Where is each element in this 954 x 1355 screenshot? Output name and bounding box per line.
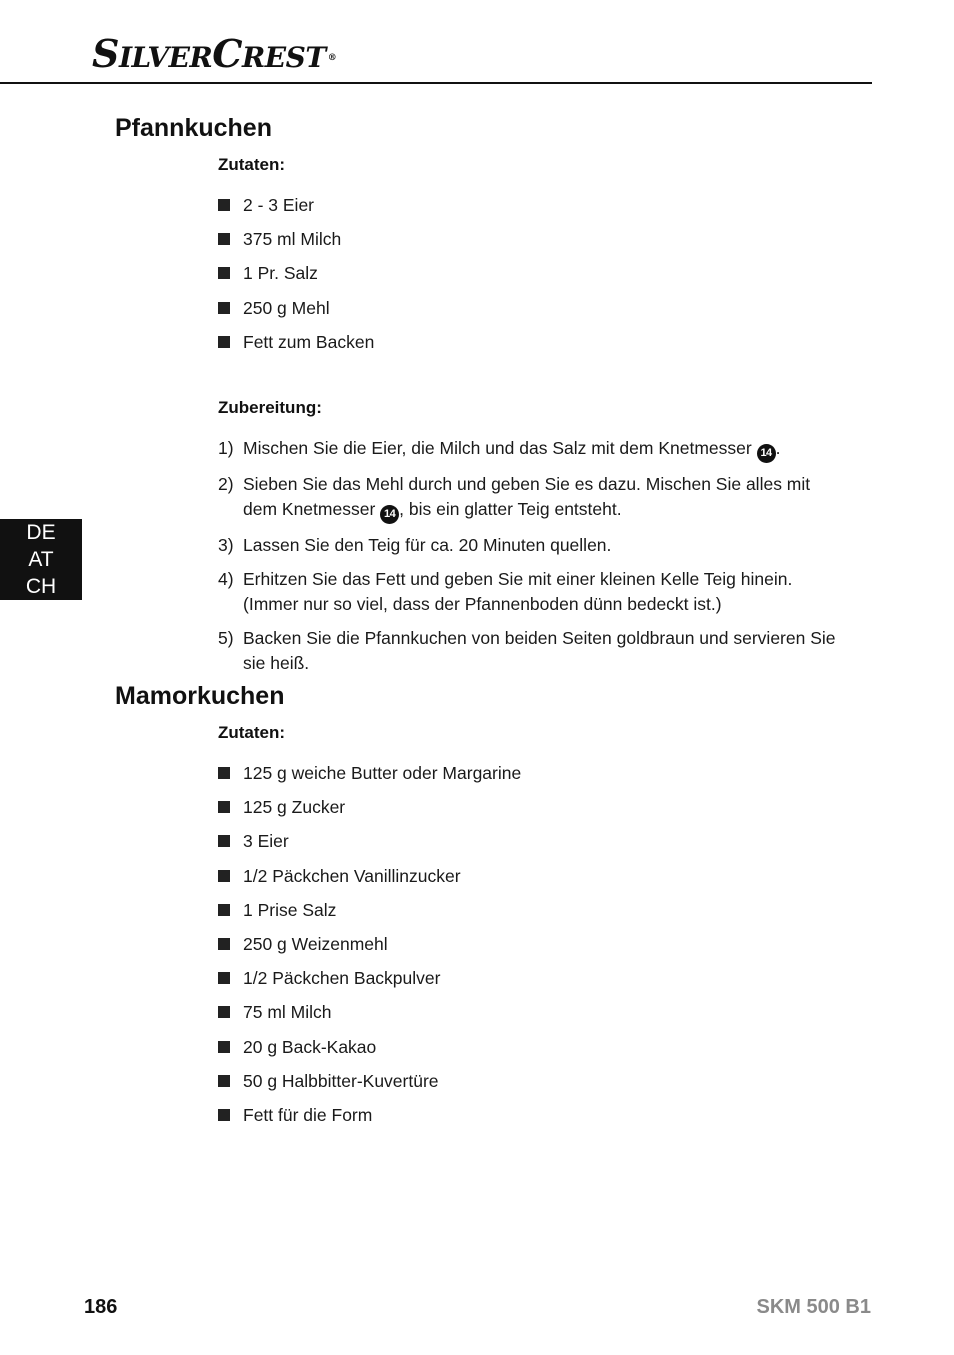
list-item: 20 g Back-Kakao <box>218 1036 521 1070</box>
part-number-14-icon: 14 <box>757 444 776 463</box>
part-number-14-icon: 14 <box>380 505 399 524</box>
header-rule <box>0 82 872 84</box>
list-item: Fett für die Form <box>218 1104 521 1138</box>
step-item: 3) Lassen Sie den Teig für ca. 20 Minuten quellen. <box>218 535 612 555</box>
bullet-square-icon <box>218 938 230 950</box>
model-number: SKM 500 B1 <box>756 1296 871 1318</box>
list-item: 1/2 Päckchen Vanillinzucker <box>218 865 521 899</box>
brand-logo: SILVERCREST ® <box>92 31 337 76</box>
ingredients-heading-1: Zutaten: <box>218 155 286 174</box>
bullet-square-icon <box>218 1109 230 1121</box>
bullet-square-icon <box>218 1075 230 1087</box>
preparation-steps <box>218 436 838 685</box>
preparation-heading: Zubereitung: <box>218 398 322 417</box>
bullet-square-icon <box>218 1006 230 1018</box>
ingredients-list-1 <box>218 194 374 365</box>
ingredients-heading-2: Zutaten: <box>218 723 286 742</box>
step-item: 5) Backen Sie die Pfannkuchen von beiden Seiten goldbraun und servieren Sie sie heiß. <box>218 628 836 673</box>
bullet-square-icon <box>218 233 230 245</box>
list-item: 2 - 3 Eier <box>218 194 374 228</box>
language-tab <box>0 519 82 600</box>
list-item: Fett zum Backen <box>218 331 374 365</box>
list-item: 1 Prise Salz <box>218 899 521 933</box>
bullet-square-icon <box>218 972 230 984</box>
bullet-square-icon <box>218 267 230 279</box>
list-item: 375 ml Milch <box>218 228 374 262</box>
bullet-square-icon <box>218 904 230 916</box>
section-title-pfannkuchen: Pfannkuchen <box>115 114 272 142</box>
bullet-square-icon <box>218 767 230 779</box>
list-item: 250 g Weizenmehl <box>218 933 521 967</box>
bullet-square-icon <box>218 302 230 314</box>
bullet-square-icon <box>218 336 230 348</box>
list-item: 50 g Halbbitter-Kuvertüre <box>218 1070 521 1104</box>
list-item: 3 Eier <box>218 830 521 864</box>
step-item: 2) Sieben Sie das Mehl durch und geben Sie es dazu. Mischen Sie alles mit dem Knetmesser 14 , bis ein glatter Teig entsteht. <box>218 472 838 524</box>
language-code-ch: CH <box>25 575 57 598</box>
step-item: 1) Mischen Sie die Eier, die Milch und das Salz mit dem Knetmesser 14 . <box>218 436 838 463</box>
bullet-square-icon <box>218 1041 230 1053</box>
list-item: 1 Pr. Salz <box>218 262 374 296</box>
language-code-at: AT <box>28 548 54 571</box>
step-item: 4) Erhitzen Sie das Fett und geben Sie mit einer kleinen Kelle Teig hinein. (Immer nur so viel, dass der Pfannenboden dünn bedeckt ist.) <box>218 569 793 614</box>
language-code-de: DE <box>26 521 56 544</box>
bullet-square-icon <box>218 835 230 847</box>
list-item: 125 g Zucker <box>218 796 521 830</box>
list-item: 75 ml Milch <box>218 1001 521 1035</box>
list-item: 250 g Mehl <box>218 297 374 331</box>
list-item: 125 g weiche Butter oder Margarine <box>218 762 521 796</box>
section-title-mamorkuchen: Mamorkuchen <box>115 682 285 710</box>
bullet-square-icon <box>218 801 230 813</box>
ingredients-list-2 <box>218 762 521 1138</box>
bullet-square-icon <box>218 199 230 211</box>
list-item: 1/2 Päckchen Backpulver <box>218 967 521 1001</box>
page-number: 186 <box>84 1296 118 1318</box>
bullet-square-icon <box>218 870 230 882</box>
